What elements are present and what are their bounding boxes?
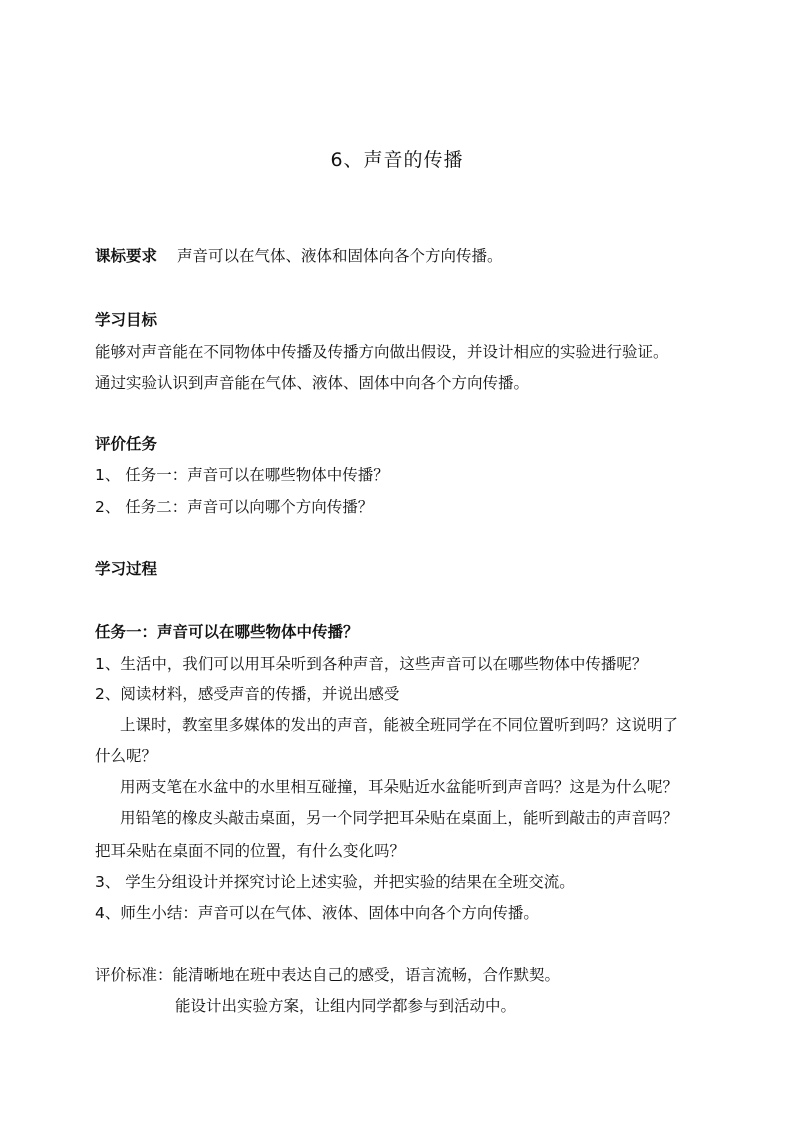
task-one-line: 用两支笔在水盆中的水里相互碰撞，耳朵贴近水盆能听到声音吗？这是为什么呢？ [120,778,679,796]
task-one-line: 用铅笔的橡皮头敲击桌面，另一个同学把耳朵贴在桌面上，能听到敲击的声音吗？ [120,809,679,827]
objective-line: 能够对声音能在不同物体中传播及传播方向做出假设，并设计相应的实验进行验证。 [95,343,669,361]
task-one-line: 1、生活中，我们可以用耳朵听到各种声音，这些声音可以在哪些物体中传播呢？ [95,655,648,673]
objectives-heading: 学习目标 [95,311,158,329]
evaluation-task-item: 1、 任务一：声音可以在哪些物体中传播？ [95,466,389,484]
task-one-line: 2、阅读材料，感受声音的传播，并说出感受 [95,685,400,703]
task-one-line: 3、 学生分组设计并探究讨论上述实验，并把实验的结果在全班交流。 [95,873,575,891]
curriculum-requirement [95,245,503,267]
task-one-line: 把耳朵贴在桌面不同的位置，有什么变化吗？ [95,842,406,860]
learning-process-heading: 学习过程 [95,560,158,578]
task-one-line: 什么呢？ [95,747,158,765]
curriculum-text: 声音可以在气体、液体和固体向各个方向传播。 [177,247,503,265]
task-one-heading: 任务一：声音可以在哪些物体中传播？ [95,623,359,641]
evaluation-tasks-heading: 评价任务 [95,435,158,453]
criteria-line: 评价标准：能清晰地在班中表达自己的感受，语言流畅，合作默契。 [95,966,561,984]
criteria-line: 能设计出实验方案，让组内同学都参与到活动中。 [175,997,517,1015]
document-title: 6、声音的传播 [330,149,464,171]
task-one-line: 上课时，教室里多媒体的发出的声音，能被全班同学在不同位置听到吗？这说明了 [120,716,679,734]
objective-line: 通过实验认识到声音能在气体、液体、固体中向各个方向传播。 [95,374,530,392]
evaluation-task-item: 2、 任务二：声音可以向哪个方向传播？ [95,498,374,516]
task-one-line: 4、师生小结：声音可以在气体、液体、固体中向各个方向传播。 [95,904,539,922]
curriculum-heading: 课标要求 [95,247,158,265]
